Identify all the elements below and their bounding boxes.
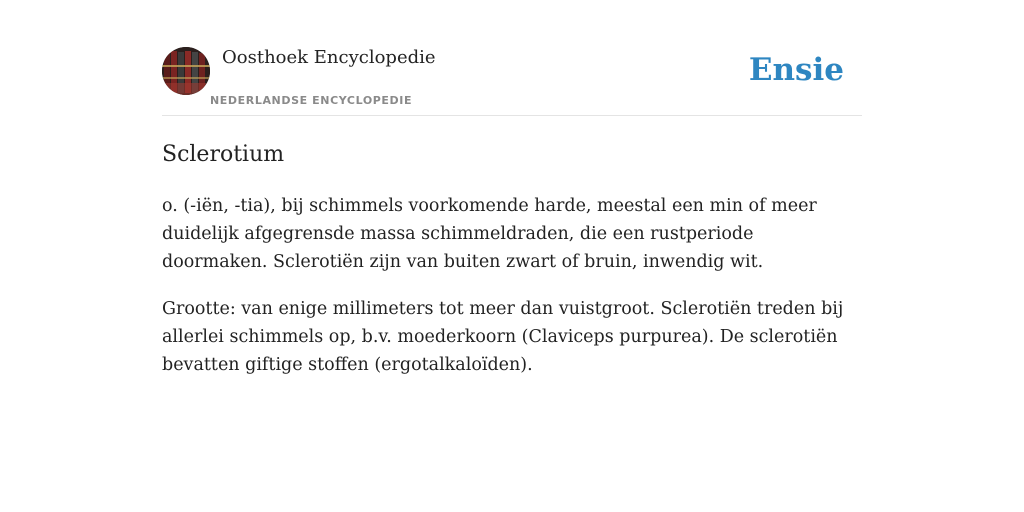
source-avatar-book-spines-icon[interactable] — [162, 47, 210, 95]
entry-card — [162, 46, 862, 398]
source-title[interactable]: Oosthoek Encyclopedie — [222, 47, 436, 68]
entry-header — [162, 46, 862, 116]
source-subtitle: NEDERLANDSE ENCYCLOPEDIE — [210, 94, 413, 107]
book-spines-icon — [162, 47, 210, 95]
entry-paragraph: Grootte: van enige millimeters tot meer dan vuistgroot. Sclerotiën treden bij allerlei schimmels op, b.v. moederkoorn (Claviceps purpurea). De sclerotiën bevatten giftige stoffen (ergotalkaloïden). — [162, 299, 844, 375]
entry-paragraph: o. (-iën, -tia), bij schimmels voorkomende harde, meestal een min of meer duidelijk afgegrensde massa schimmeldraden, die een rustperiode doormaken. Sclerotiën zijn van buiten zwart of bruin, inwendig wit. — [162, 196, 817, 272]
brand-logo[interactable]: Ensie — [748, 52, 844, 88]
entry-body — [162, 192, 862, 379]
entry-title: Sclerotium — [162, 142, 285, 167]
